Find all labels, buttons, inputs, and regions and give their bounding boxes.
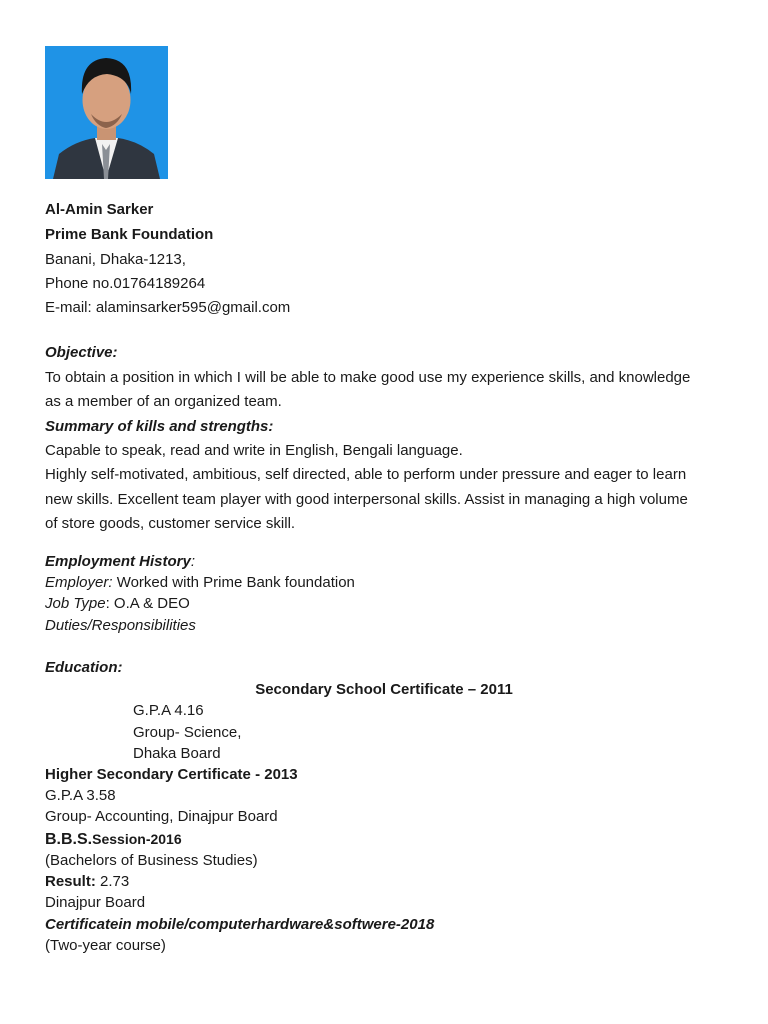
ssc-board: Dhaka Board [133, 745, 221, 762]
employment-heading [45, 552, 195, 572]
hsc-title: Higher Secondary Certificate - 2013 [45, 766, 298, 783]
summary-heading: Summary of kills and strengths: [45, 418, 274, 435]
certificate-title: Certificatein mobile/computerhardware&softwere-2018 [45, 916, 435, 933]
certificate-duration: (Two-year course) [45, 937, 166, 954]
employment-heading-text: Employment History [45, 553, 191, 570]
bbs-result [45, 872, 129, 892]
organization: Prime Bank Foundation [45, 226, 214, 243]
hsc-group-board: Group- Accounting, Dinajpur Board [45, 808, 278, 825]
email: E-mail: alaminsarker595@gmail.com [45, 299, 291, 316]
phone: Phone no.01764189264 [45, 275, 206, 292]
objective-line: To obtain a position in which I will be able to make good use my experience skills, and knowledge [45, 369, 691, 386]
summary-line: Highly self-motivated, ambitious, self directed, able to perform under pressure and eager to learn [45, 466, 687, 483]
bbs-board: Dinajpur Board [45, 894, 146, 911]
objective-heading: Objective: [45, 344, 118, 361]
job-type-line [45, 594, 190, 614]
employer-value: Worked with Prime Bank foundation [112, 574, 355, 591]
address: Banani, Dhaka-1213, [45, 251, 186, 268]
employment-heading-colon: : [190, 553, 196, 570]
ssc-title: Secondary School Certificate – 2011 [255, 681, 513, 698]
bbs-result-label: Result: [45, 873, 96, 890]
ssc-gpa: G.P.A 4.16 [133, 702, 204, 719]
summary-line: new skills. Excellent team player with good interpersonal skills. Assist in managing a high volume [45, 491, 688, 508]
hsc-gpa: G.P.A 3.58 [45, 787, 116, 804]
bbs-title-main: B.B.S. [45, 831, 93, 848]
employer-label: Employer: [45, 574, 113, 591]
profile-photo [45, 46, 168, 179]
bbs-full-name: (Bachelors of Business Studies) [45, 852, 258, 869]
objective-line: as a member of an organized team. [45, 393, 282, 410]
education-heading: Education: [45, 659, 123, 676]
summary-line: Capable to speak, read and write in English, Bengali language. [45, 442, 463, 459]
job-type-value: : O.A & DEO [105, 595, 190, 612]
candidate-name: Al-Amin Sarker [45, 201, 154, 218]
summary-line: of store goods, customer service skill. [45, 515, 296, 532]
bbs-title-session: Session-2016 [92, 831, 182, 847]
bbs-result-value: 2.73 [95, 873, 130, 890]
bbs-title [45, 829, 182, 850]
duties-heading: Duties/Responsibilities [45, 617, 196, 634]
ssc-group: Group- Science, [133, 724, 242, 741]
job-type-label: Job Type [45, 595, 106, 612]
employer-line [45, 573, 355, 593]
